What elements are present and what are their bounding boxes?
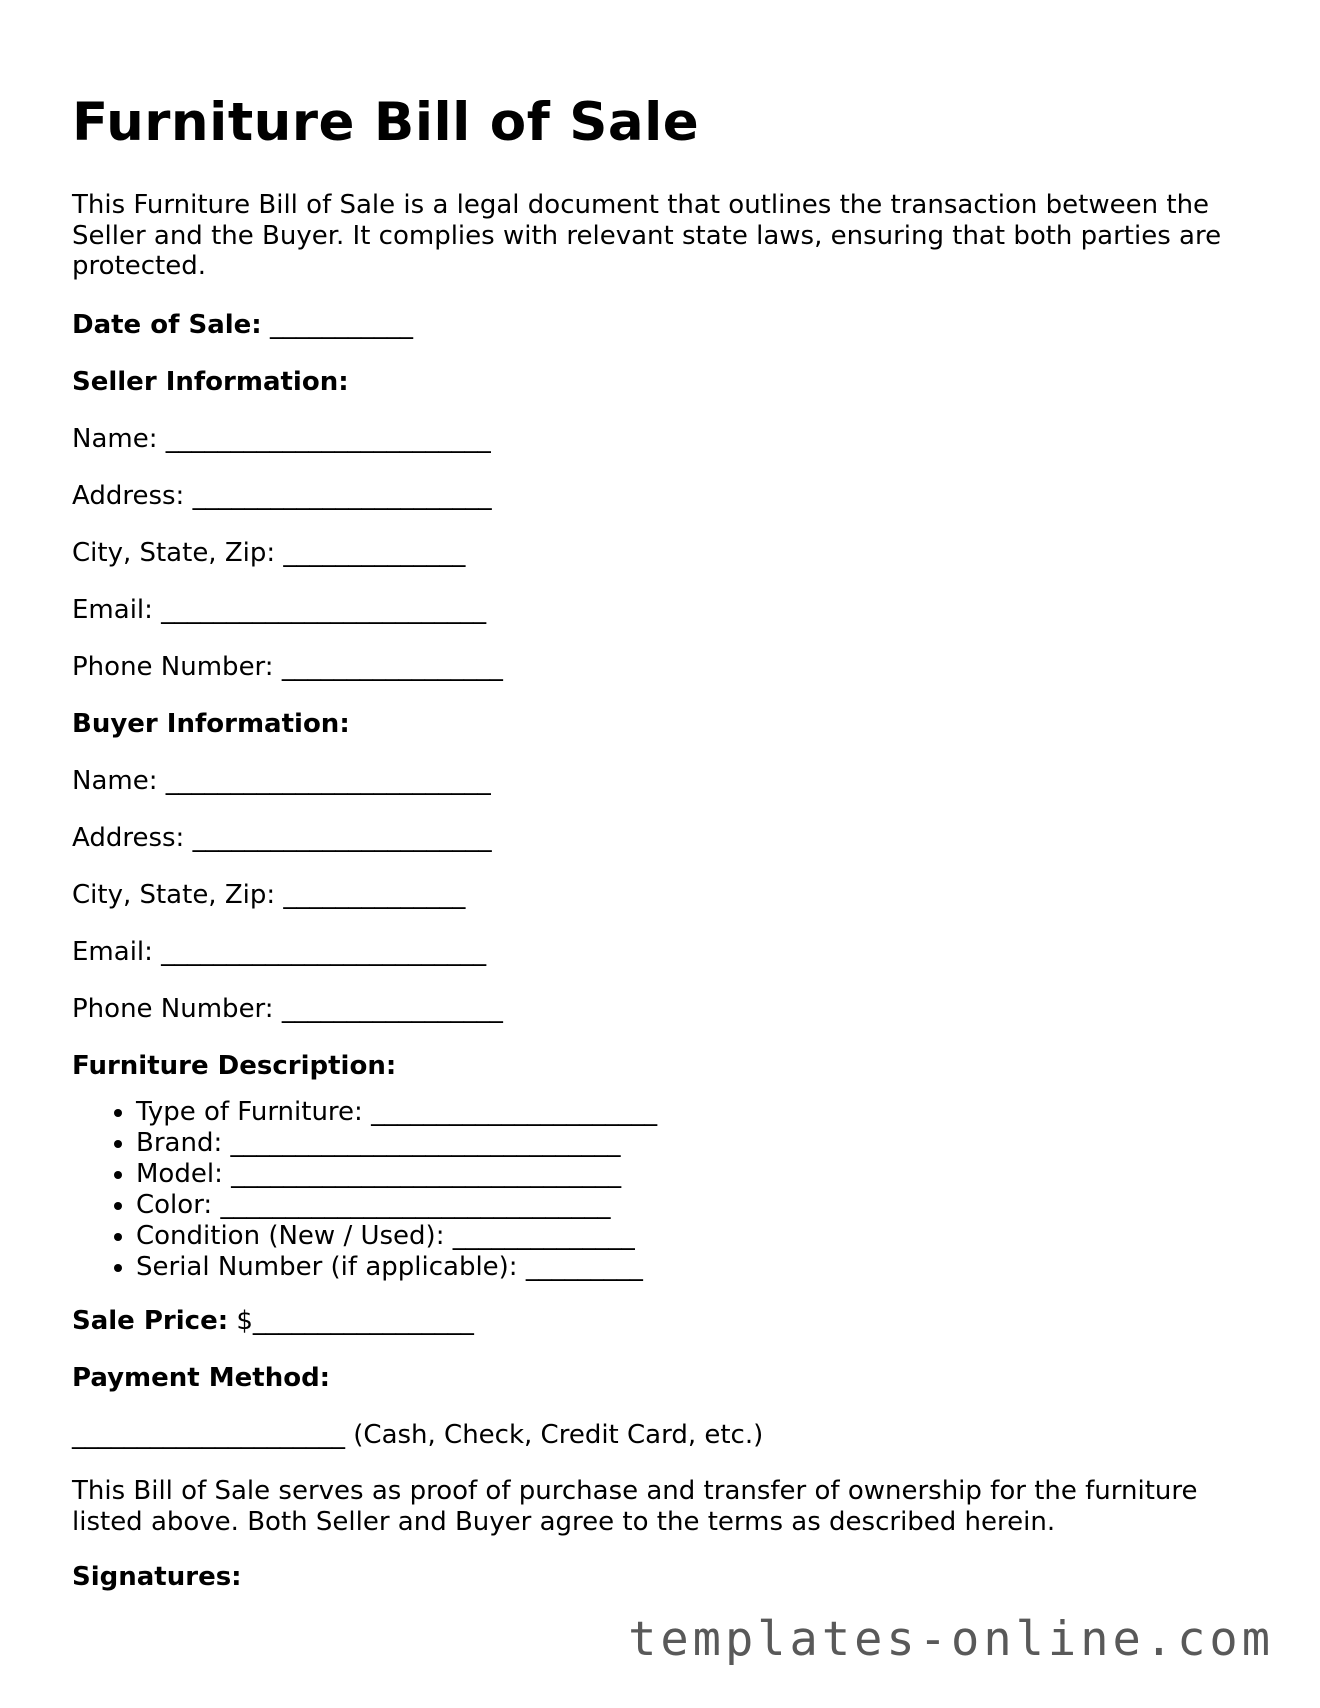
list-item bbox=[136, 1221, 657, 1252]
buyer-email-field bbox=[72, 936, 486, 968]
date-of-sale-field bbox=[72, 309, 413, 341]
payment-heading: Payment Method: bbox=[72, 1363, 331, 1393]
furniture-color-blank[interactable]: ______________________________ bbox=[220, 1190, 611, 1220]
buyer-city-label: City, State, Zip: bbox=[72, 880, 276, 910]
furniture-color-label: Color: bbox=[136, 1190, 213, 1220]
seller-address-blank[interactable]: _______________________ bbox=[192, 481, 492, 511]
furniture-brand-label: Brand: bbox=[136, 1128, 223, 1158]
date-of-sale-blank[interactable]: ___________ bbox=[269, 310, 413, 340]
seller-name-label: Name: bbox=[72, 424, 158, 454]
list-item bbox=[136, 1097, 657, 1128]
buyer-name-field bbox=[72, 765, 491, 797]
furniture-type-blank[interactable]: ______________________ bbox=[371, 1097, 658, 1127]
seller-city-blank[interactable]: ______________ bbox=[283, 538, 466, 568]
seller-name-blank[interactable]: _________________________ bbox=[165, 424, 491, 454]
furniture-condition-blank[interactable]: ______________ bbox=[452, 1221, 635, 1251]
buyer-city-blank[interactable]: ______________ bbox=[283, 880, 466, 910]
buyer-name-label: Name: bbox=[72, 766, 158, 796]
buyer-phone-field bbox=[72, 993, 503, 1025]
payment-method-blank[interactable]: _____________________ bbox=[72, 1420, 345, 1450]
buyer-address-field bbox=[72, 822, 492, 854]
furniture-serial-label: Serial Number (if applicable): bbox=[136, 1252, 518, 1282]
list-item bbox=[136, 1128, 657, 1159]
intro-paragraph: This Furniture Bill of Sale is a legal document that outlines the transaction between the Seller and the Buyer. It complies with relevant state laws, ensuring that both parties are protected. bbox=[72, 190, 1222, 281]
seller-city-label: City, State, Zip: bbox=[72, 538, 276, 568]
furniture-type-label: Type of Furniture: bbox=[136, 1097, 363, 1127]
furniture-serial-blank[interactable]: _________ bbox=[525, 1252, 643, 1282]
closing-paragraph: This Bill of Sale serves as proof of purchase and transfer of ownership for the furniture listed above. Both Seller and Buyer agree to the terms as described herein. bbox=[72, 1476, 1198, 1537]
furniture-model-label: Model: bbox=[136, 1159, 223, 1189]
buyer-phone-label: Phone Number: bbox=[72, 994, 274, 1024]
date-of-sale-label: Date of Sale: bbox=[72, 310, 262, 340]
furniture-heading: Furniture Description: bbox=[72, 1051, 397, 1081]
sale-price-label: Sale Price: bbox=[72, 1306, 229, 1336]
seller-city-field bbox=[72, 537, 465, 569]
payment-method-options: (Cash, Check, Credit Card, etc.) bbox=[353, 1420, 764, 1450]
list-item bbox=[136, 1159, 657, 1190]
list-item bbox=[136, 1252, 657, 1283]
signatures-heading: Signatures: bbox=[72, 1562, 242, 1592]
seller-phone-blank[interactable]: _________________ bbox=[281, 652, 503, 682]
list-item bbox=[136, 1190, 657, 1221]
watermark: templates-online.com bbox=[628, 1612, 1274, 1667]
seller-phone-label: Phone Number: bbox=[72, 652, 274, 682]
buyer-heading: Buyer Information: bbox=[72, 709, 350, 739]
seller-phone-field bbox=[72, 651, 503, 683]
page-title: Furniture Bill of Sale bbox=[72, 92, 700, 153]
furniture-model-blank[interactable]: ______________________________ bbox=[231, 1159, 622, 1189]
furniture-condition-label: Condition (New / Used): bbox=[136, 1221, 445, 1251]
seller-email-label: Email: bbox=[72, 595, 153, 625]
seller-name-field bbox=[72, 423, 491, 455]
furniture-brand-blank[interactable]: ______________________________ bbox=[230, 1128, 621, 1158]
seller-email-field bbox=[72, 594, 486, 626]
buyer-address-blank[interactable]: _______________________ bbox=[192, 823, 492, 853]
buyer-city-field bbox=[72, 879, 465, 911]
seller-address-label: Address: bbox=[72, 481, 185, 511]
payment-method-field bbox=[72, 1419, 763, 1451]
sale-price-field bbox=[72, 1305, 474, 1337]
seller-heading: Seller Information: bbox=[72, 367, 349, 397]
seller-email-blank[interactable]: _________________________ bbox=[161, 595, 487, 625]
sale-price-blank[interactable]: $_________________ bbox=[236, 1306, 474, 1336]
buyer-name-blank[interactable]: _________________________ bbox=[165, 766, 491, 796]
buyer-email-blank[interactable]: _________________________ bbox=[161, 937, 487, 967]
buyer-phone-blank[interactable]: _________________ bbox=[281, 994, 503, 1024]
buyer-address-label: Address: bbox=[72, 823, 185, 853]
furniture-list bbox=[72, 1097, 657, 1283]
buyer-email-label: Email: bbox=[72, 937, 153, 967]
seller-address-field bbox=[72, 480, 492, 512]
